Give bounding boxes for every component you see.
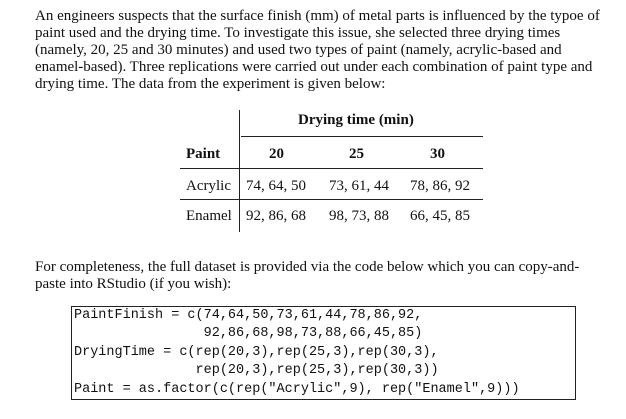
intro-line: drying time. The data from the experiment is given below: xyxy=(35,76,386,92)
row-label-acrylic: Acrylic xyxy=(186,178,231,194)
row-rule xyxy=(180,199,483,200)
code-line: Paint = as.factor(c(rep("Acrylic",9), rep("Enamel",9))) xyxy=(74,382,520,397)
row-label-enamel: Enamel xyxy=(186,208,232,224)
cell-enamel-25: 98, 73, 88 xyxy=(329,208,389,224)
intro-line: enamel-based). Three replications were carried out under each combination of paint type and xyxy=(35,59,593,75)
intro-line: paint used and the drying time. To investigate this issue, she selected three drying times xyxy=(35,25,561,41)
cell-enamel-20: 92, 86, 68 xyxy=(246,208,306,224)
outro-line: For completeness, the full dataset is provided via the code below which you can copy-and- xyxy=(35,259,580,275)
code-line: 92,86,68,98,73,88,66,45,85) xyxy=(74,326,423,341)
intro-line: An engineers suspects that the surface finish (mm) of metal parts is influenced by the typoe of xyxy=(35,8,600,24)
row-header: Paint xyxy=(186,146,221,162)
cell-acrylic-20: 74, 64, 50 xyxy=(246,178,306,194)
cell-acrylic-30: 78, 86, 92 xyxy=(410,178,470,194)
cell-enamel-30: 66, 45, 85 xyxy=(410,208,470,224)
group-header-rule xyxy=(241,136,483,137)
group-header: Drying time (min) xyxy=(298,112,414,128)
completeness-paragraph xyxy=(35,259,615,293)
code-line: PaintFinish = c(74,64,50,73,61,44,78,86,92, xyxy=(74,308,423,323)
r-code-block[interactable] xyxy=(71,306,576,400)
code-line: DryingTime = c(rep(20,3),rep(25,3),rep(30,3), xyxy=(74,345,439,360)
column-header-25: 25 xyxy=(349,146,364,162)
intro-line: (namely, 20, 25 and 30 minutes) and used two types of paint (namely, acrylic-based and xyxy=(35,42,562,58)
header-rule xyxy=(180,168,483,169)
code-line: rep(20,3),rep(25,3),rep(30,3)) xyxy=(74,363,439,378)
cell-acrylic-25: 73, 61, 44 xyxy=(329,178,389,194)
column-header-30: 30 xyxy=(430,146,445,162)
outro-line: paste into RStudio (if you wish): xyxy=(35,276,232,292)
column-header-20: 20 xyxy=(269,146,284,162)
column-divider xyxy=(239,110,240,232)
